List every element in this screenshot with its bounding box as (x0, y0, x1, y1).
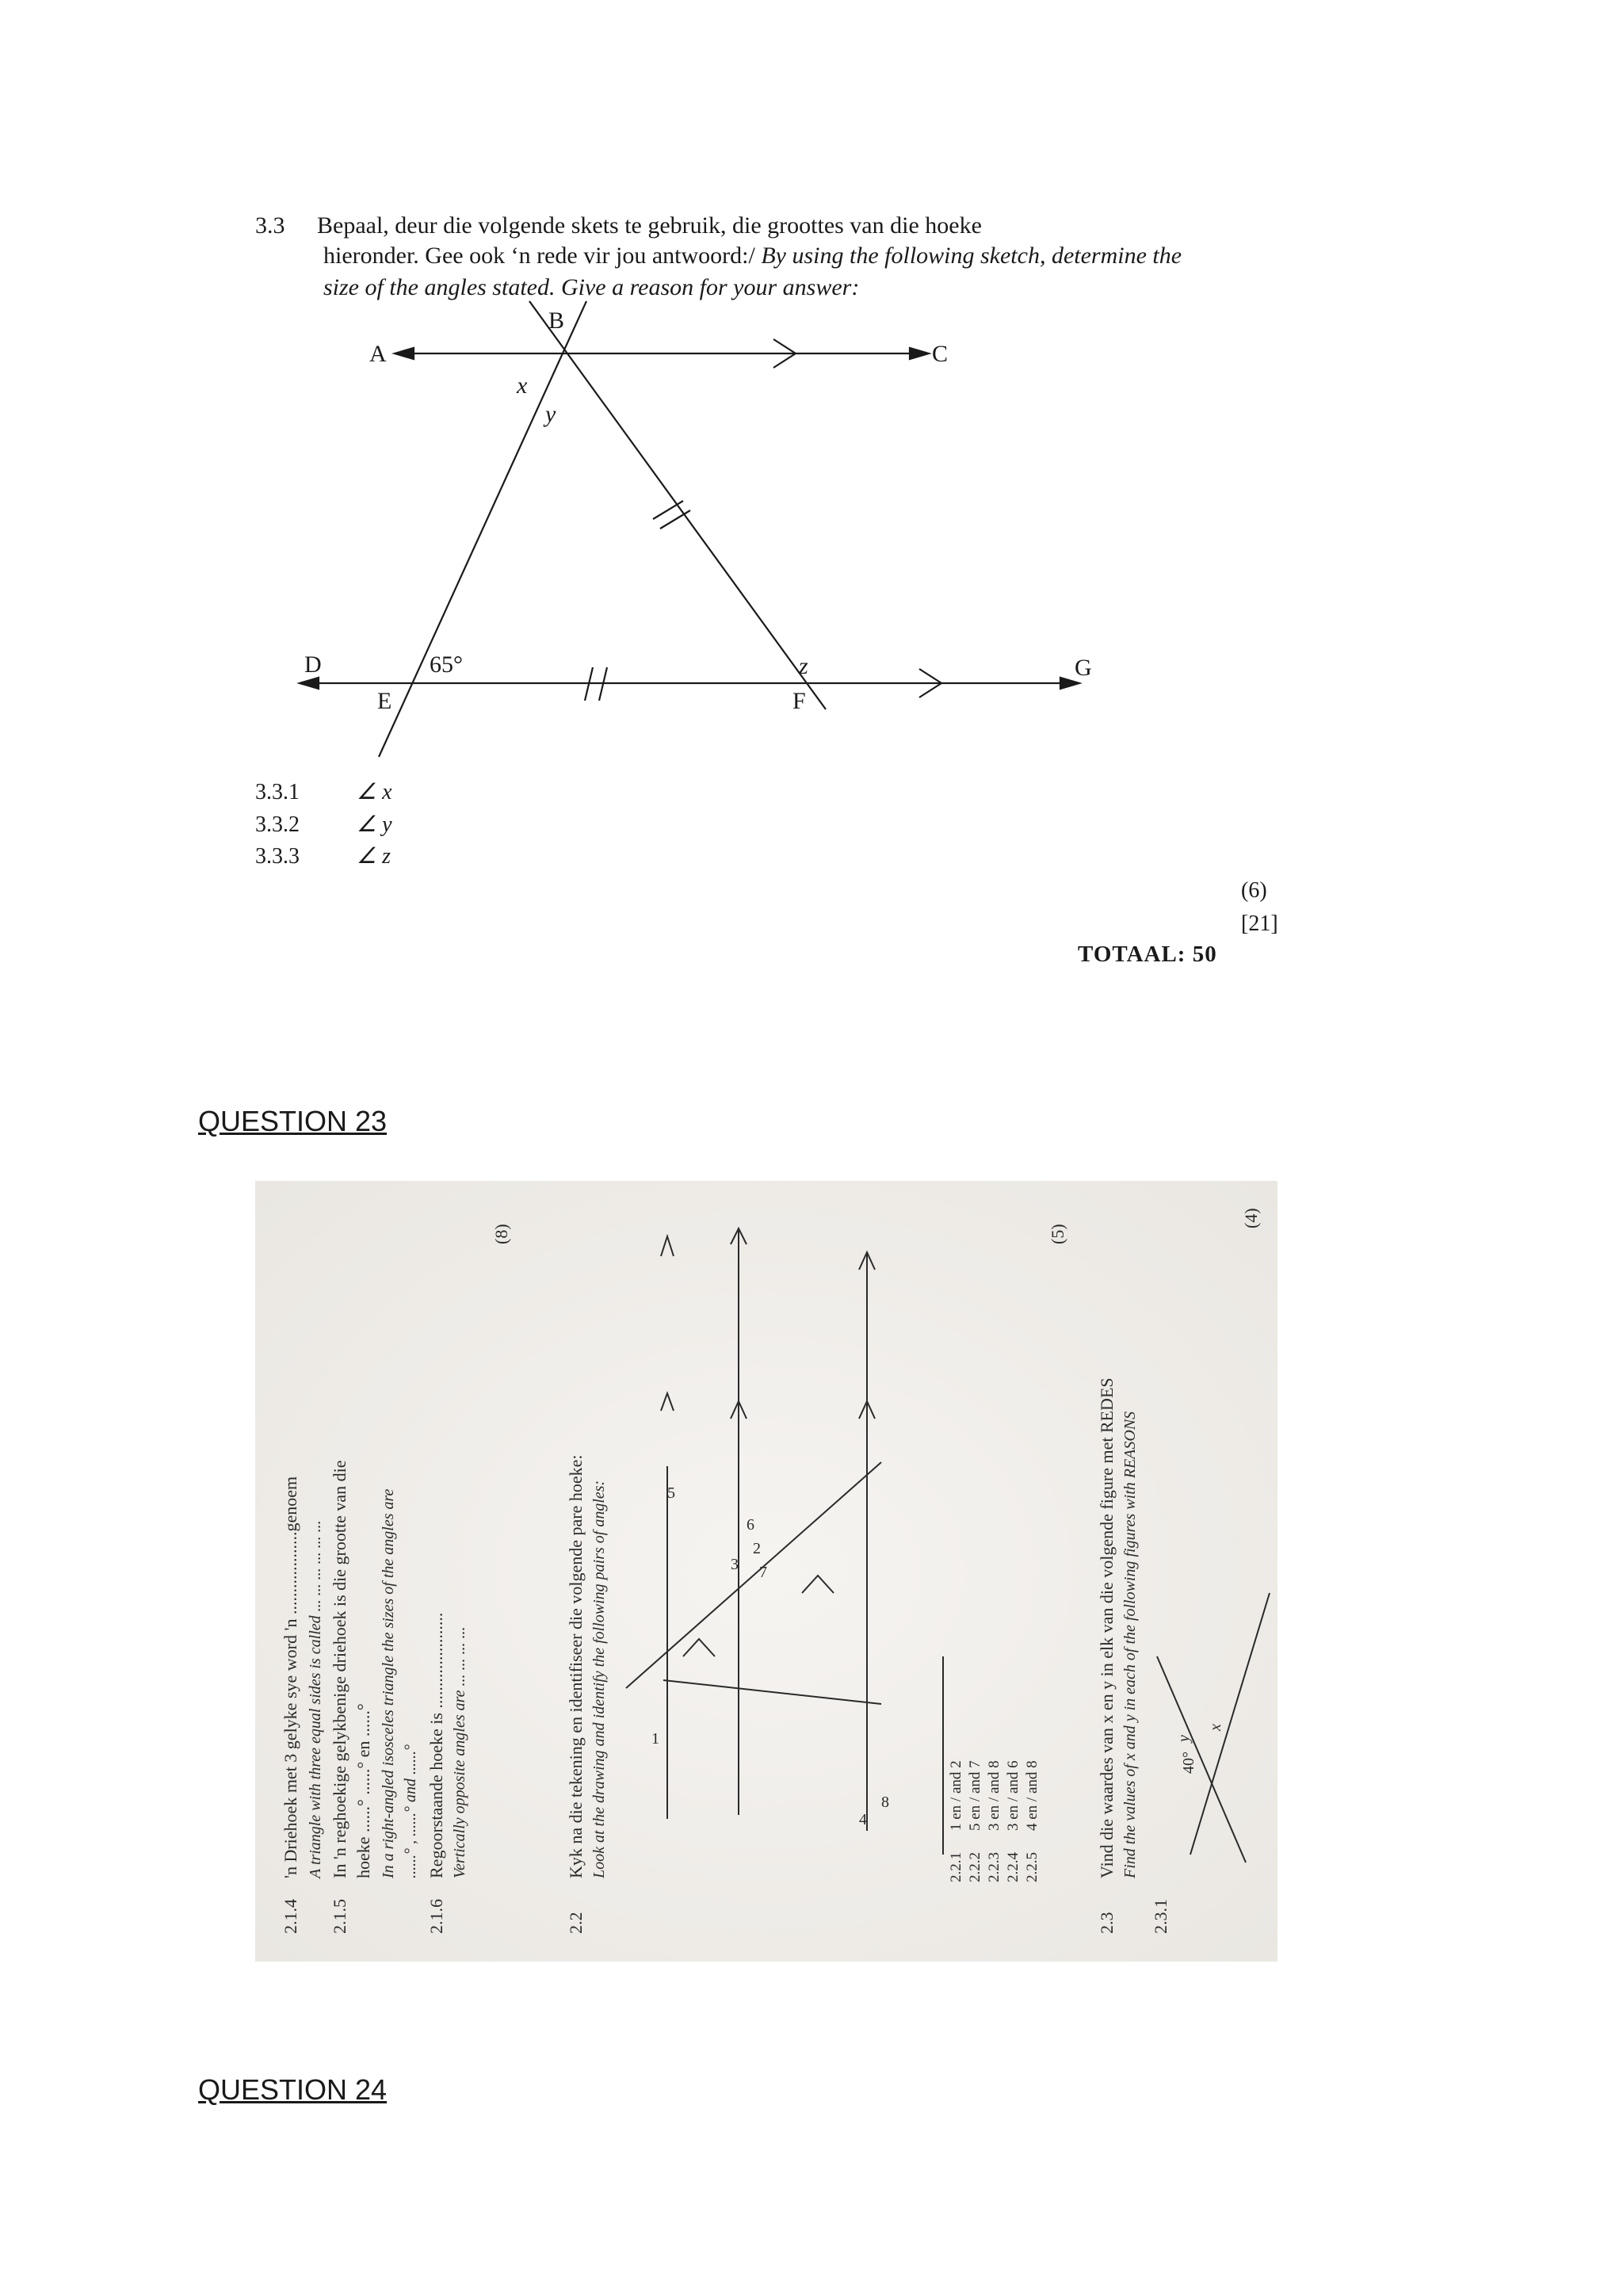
scan-q22-af: Kyk na die tekening en identifiseer die volgende pare hoeke: (566, 1454, 586, 1878)
totaal: TOTAAL: 50 (1078, 942, 1217, 967)
label-g: G (1075, 655, 1092, 681)
scan-q216-num: 2.1.6 (426, 1899, 446, 1934)
scan-number: 2 (753, 1540, 761, 1557)
arrowhead-d (300, 678, 319, 689)
line-be (379, 301, 586, 757)
label-a: A (369, 341, 387, 367)
subq-text: ∠ z (357, 844, 391, 869)
scan-pair-num: 2.2.2 (967, 1852, 983, 1882)
scan-label-x: x (1207, 1724, 1224, 1731)
subq-text: ∠ x (357, 780, 392, 804)
label-f: F (792, 688, 806, 714)
scan-q215-af1: In 'n reghoekige gelykbenige driehoek is die grootte van die (330, 1460, 349, 1878)
scan-pair-text: 1 en / and 2 (948, 1760, 964, 1831)
scan-q22-num: 2.2 (566, 1912, 586, 1934)
scan-number: 5 (667, 1484, 675, 1502)
scan-label-y: y (1175, 1735, 1193, 1742)
subq-row (255, 780, 392, 804)
scan-number: 6 (747, 1516, 754, 1534)
scan-q215-en1: In a right-angled isosceles triangle the sizes of the angles are (380, 1488, 397, 1878)
scan-angle-40: 40° (1180, 1752, 1197, 1774)
arrowhead-a (395, 348, 414, 359)
scan-number: 8 (881, 1794, 889, 1811)
scan-q23-num: 2.3 (1097, 1912, 1117, 1934)
label-c: C (932, 341, 949, 367)
subq-row (255, 844, 391, 869)
label-angle-e: 65° (430, 651, 463, 678)
tick-bf-2 (660, 510, 690, 529)
scan-number: 3 (731, 1556, 739, 1573)
q33-line2-af: hieronder. Gee ook ‘n rede vir jou antwoord:/ (323, 243, 755, 269)
label-y: y (545, 401, 556, 427)
scan-number: 1 (651, 1730, 659, 1748)
scan-q214-num: 2.1.4 (281, 1899, 300, 1934)
scan-q215-en2: ......° , ......° and ......° (402, 1744, 419, 1878)
scanned-worksheet (255, 1181, 1277, 1962)
scan-q215-num: 2.1.5 (330, 1899, 349, 1934)
label-d: D (304, 651, 322, 678)
scan-q231-num: 2.3.1 (1151, 1899, 1170, 1934)
scan-q215-af2: hoeke ......° ......° en ......° (353, 1703, 373, 1878)
question-24-heading: QUESTION 24 (198, 2073, 388, 2106)
scan-pair-text: 4 en / and 8 (1024, 1760, 1041, 1831)
label-x: x (517, 372, 528, 399)
q33-line2-en: By using the following sketch, determine the (761, 243, 1182, 269)
scan-number: 4 (859, 1811, 867, 1828)
tick-bf-1 (653, 501, 683, 519)
subq-row (255, 812, 392, 837)
scan-pair-num: 2.2.1 (948, 1852, 964, 1882)
scan-q216-af: Regoorstaande hoeke is ...................... (426, 1612, 446, 1878)
scan-pair-num: 2.2.5 (1024, 1852, 1041, 1882)
scan-number: 7 (759, 1564, 767, 1581)
arrowhead-c (910, 348, 929, 359)
subq-num: 3.3.2 (255, 812, 300, 837)
q33-line3-en: size of the angles stated. Give a reason for your answer: (323, 274, 860, 300)
scan-marks-22: (5) (1048, 1224, 1067, 1244)
marks: (6) (1241, 878, 1267, 903)
question-23-heading: QUESTION 23 (198, 1105, 388, 1137)
scan-q23-af: Vind die waardes van x en y in elk van die volgende figure met REDES (1097, 1377, 1117, 1878)
label-z: z (799, 653, 808, 679)
scan-pair-num: 2.2.4 (1005, 1852, 1022, 1882)
scan-q214-en: A triangle with three equal sides is called ... ... ... ... ... ... (307, 1520, 324, 1878)
q33-number: 3.3 (255, 212, 285, 239)
scan-pair-text: 5 en / and 7 (967, 1760, 983, 1831)
scan-marks-23: (4) (1241, 1208, 1261, 1228)
q33-line1: Bepaal, deur die volgende skets te gebruik, die groottes van die hoeke (317, 212, 982, 239)
scan-q214-af: 'n Driehoek met 3 gelyke sye word 'n ...................genoem (281, 1476, 300, 1878)
scanned-worksheet-svg (255, 1181, 1277, 1962)
label-e: E (377, 688, 392, 714)
scan-q216-en: Vertically opposite angles are ... ... ... ... (451, 1626, 468, 1878)
scan-pair-text: 3 en / and 6 (1005, 1760, 1022, 1831)
section-total: [21] (1241, 911, 1278, 936)
subq-text: ∠ y (357, 812, 392, 837)
scan-pair-num: 2.2.3 (986, 1852, 1002, 1882)
label-b: B (548, 308, 565, 334)
subq-num: 3.3.1 (255, 780, 300, 804)
scan-pair-text: 3 en / and 8 (986, 1760, 1002, 1831)
scan-q22-en: Look at the drawing and identify the following pairs of angles: (590, 1480, 608, 1878)
subq-num: 3.3.3 (255, 844, 300, 869)
q33-diagram (0, 0, 1623, 793)
scan-q23-en: Find the values of x and y in each of the following figures with REASONS (1121, 1411, 1139, 1878)
scan-marks-21: (8) (491, 1224, 511, 1244)
